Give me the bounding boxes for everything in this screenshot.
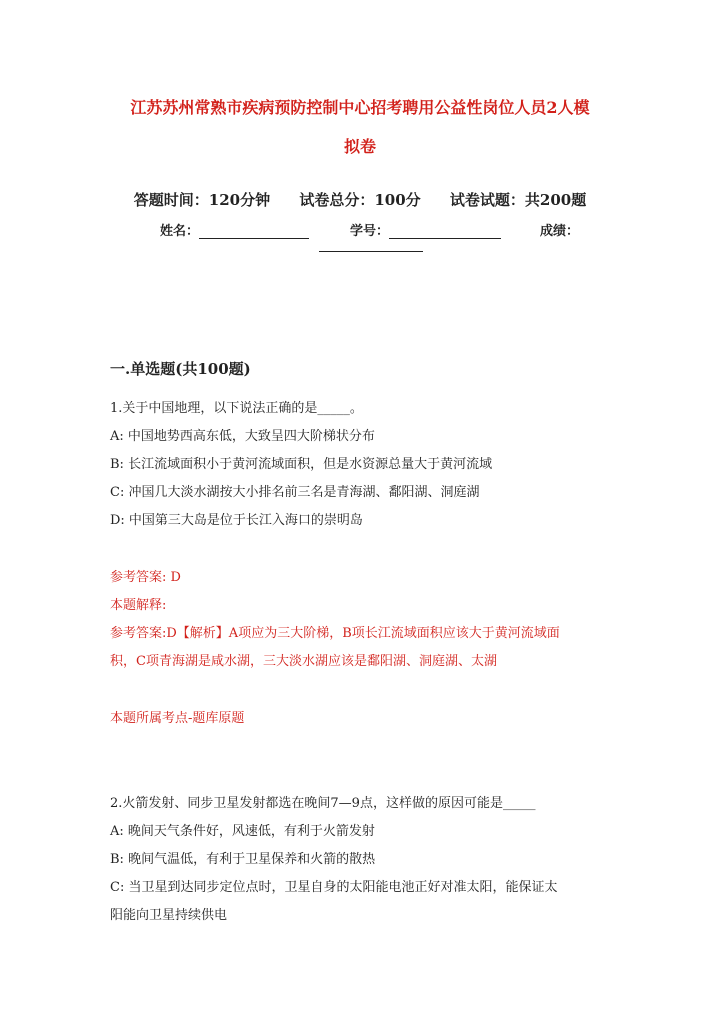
name-label: 姓名： bbox=[160, 224, 200, 239]
question-1-explanation-line-1: 参考答案:D【解析】A项应为三大阶梯，B项长江流域面积应该大于黄河流域面 bbox=[110, 626, 560, 641]
score-blank[interactable] bbox=[319, 251, 423, 252]
question-1-stem: 1.关于中国地理，以下说法正确的是_____。 bbox=[110, 401, 363, 416]
id-blank[interactable] bbox=[389, 224, 501, 239]
question-1-source: 本题所属考点-题库原题 bbox=[110, 711, 245, 726]
score-field[interactable] bbox=[540, 220, 579, 239]
question-1-option-c: C: 冲国几大淡水湖按大小排名前三名是青海湖、鄱阳湖、洞庭湖 bbox=[110, 485, 480, 500]
question-2-option-b: B: 晚间气温低，有利于卫星保养和火箭的散热 bbox=[110, 852, 376, 867]
question-1-option-a: A: 中国地势西高东低，大致呈四大阶梯状分布 bbox=[110, 429, 375, 444]
question-2-option-a: A: 晚间天气条件好，风速低，有利于火箭发射 bbox=[110, 824, 375, 839]
question-2-stem: 2.火箭发射、同步卫星发射都选在晚间7—9点，这样做的原因可能是_____ bbox=[110, 796, 536, 811]
total-questions: 试卷试题：共200题 bbox=[449, 191, 587, 209]
question-1-option-d: D: 中国第三大岛是位于长江入海口的崇明岛 bbox=[110, 513, 363, 528]
name-blank[interactable] bbox=[199, 224, 309, 239]
question-2-option-c-continued: 阳能向卫星持续供电 bbox=[110, 908, 228, 923]
question-1-answer: 参考答案: D bbox=[110, 570, 181, 585]
question-1-option-b: B: 长江流域面积小于黄河流域面积，但是水资源总量大于黄河流域 bbox=[110, 457, 493, 472]
exam-meta bbox=[0, 189, 720, 210]
total-score: 试卷总分：100分 bbox=[299, 191, 421, 209]
document-title-line-2: 拟卷 bbox=[343, 137, 376, 156]
score-label: 成绩： bbox=[540, 224, 580, 239]
name-field[interactable] bbox=[160, 220, 309, 239]
id-field[interactable] bbox=[350, 220, 501, 239]
document-title-line-1: 江苏苏州常熟市疾病预防控制中心招考聘用公益性岗位人员2人模 bbox=[130, 98, 590, 117]
question-2-option-c: C: 当卫星到达同步定位点时，卫星自身的太阳能电池正好对准太阳，能保证太 bbox=[110, 880, 558, 895]
exam-time: 答题时间：120分钟 bbox=[133, 191, 271, 209]
section-title: 一.单选题(共100题) bbox=[110, 360, 251, 378]
question-1-explanation-label: 本题解释: bbox=[110, 598, 167, 613]
question-1-explanation-line-2: 积，C项青海湖是咸水湖，三大淡水湖应该是鄱阳湖、洞庭湖、太湖 bbox=[110, 654, 497, 669]
id-label: 学号： bbox=[350, 224, 390, 239]
